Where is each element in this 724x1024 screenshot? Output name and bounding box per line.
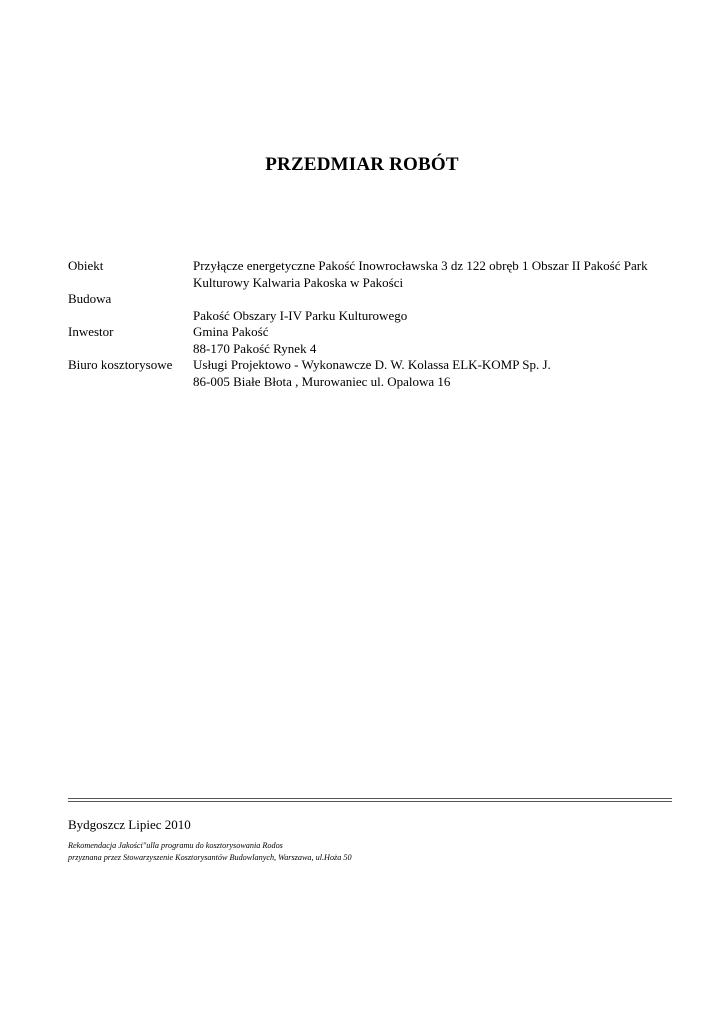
footer-divider-top <box>68 798 672 799</box>
budowa-label: Budowa <box>68 291 112 306</box>
footer-divider-bottom <box>68 801 672 802</box>
inwestor-value-line-1: Gmina Pakość <box>193 324 269 339</box>
biuro-value-line-2: 86-005 Białe Błota , Murowaniec ul. Opalowa 16 <box>193 373 451 389</box>
info-row-obiekt <box>68 258 688 291</box>
budowa-value <box>193 291 688 324</box>
budowa-value-line-1 <box>193 291 688 308</box>
info-row-inwestor <box>68 324 688 357</box>
info-row-biuro <box>68 357 688 390</box>
info-row-budowa <box>68 291 688 324</box>
biuro-label: Biuro kosztorysowe <box>68 357 173 372</box>
biuro-value <box>193 357 688 390</box>
inwestor-value <box>193 324 688 357</box>
obiekt-label: Obiekt <box>68 258 104 273</box>
page-title: PRZEDMIAR ROBÓT <box>265 154 459 175</box>
software-note-line-1: Rekomendacja Jakości"ulla programu do kosztorysowania Rodos <box>68 841 283 850</box>
inwestor-label: Inwestor <box>68 324 114 339</box>
inwestor-value-line-2: 88-170 Pakość Rynek 4 <box>193 340 317 356</box>
obiekt-value-line-1: Przyłącze energetyczne Pakość Inowrocławska 3 dz 122 obręb 1 Obszar II Pakość Park <box>193 258 648 273</box>
obiekt-value-line-2: Kulturowy Kalwaria Pakoska w Pakości <box>193 274 404 290</box>
project-info-table <box>68 258 688 390</box>
budowa-value-line-2: Pakość Obszary I-IV Parku Kulturowego <box>193 307 408 323</box>
software-note-line-2: przyznana przez Stowarzyszenie Kosztorysantów Budowlanych, Warszawa, ul.Hoża 50 <box>68 853 352 862</box>
place-date: Bydgoszcz Lipiec 2010 <box>68 817 191 832</box>
biuro-value-line-1: Usługi Projektowo - Wykonawcze D. W. Kolassa ELK-KOMP Sp. J. <box>193 357 551 372</box>
obiekt-value <box>193 258 688 291</box>
